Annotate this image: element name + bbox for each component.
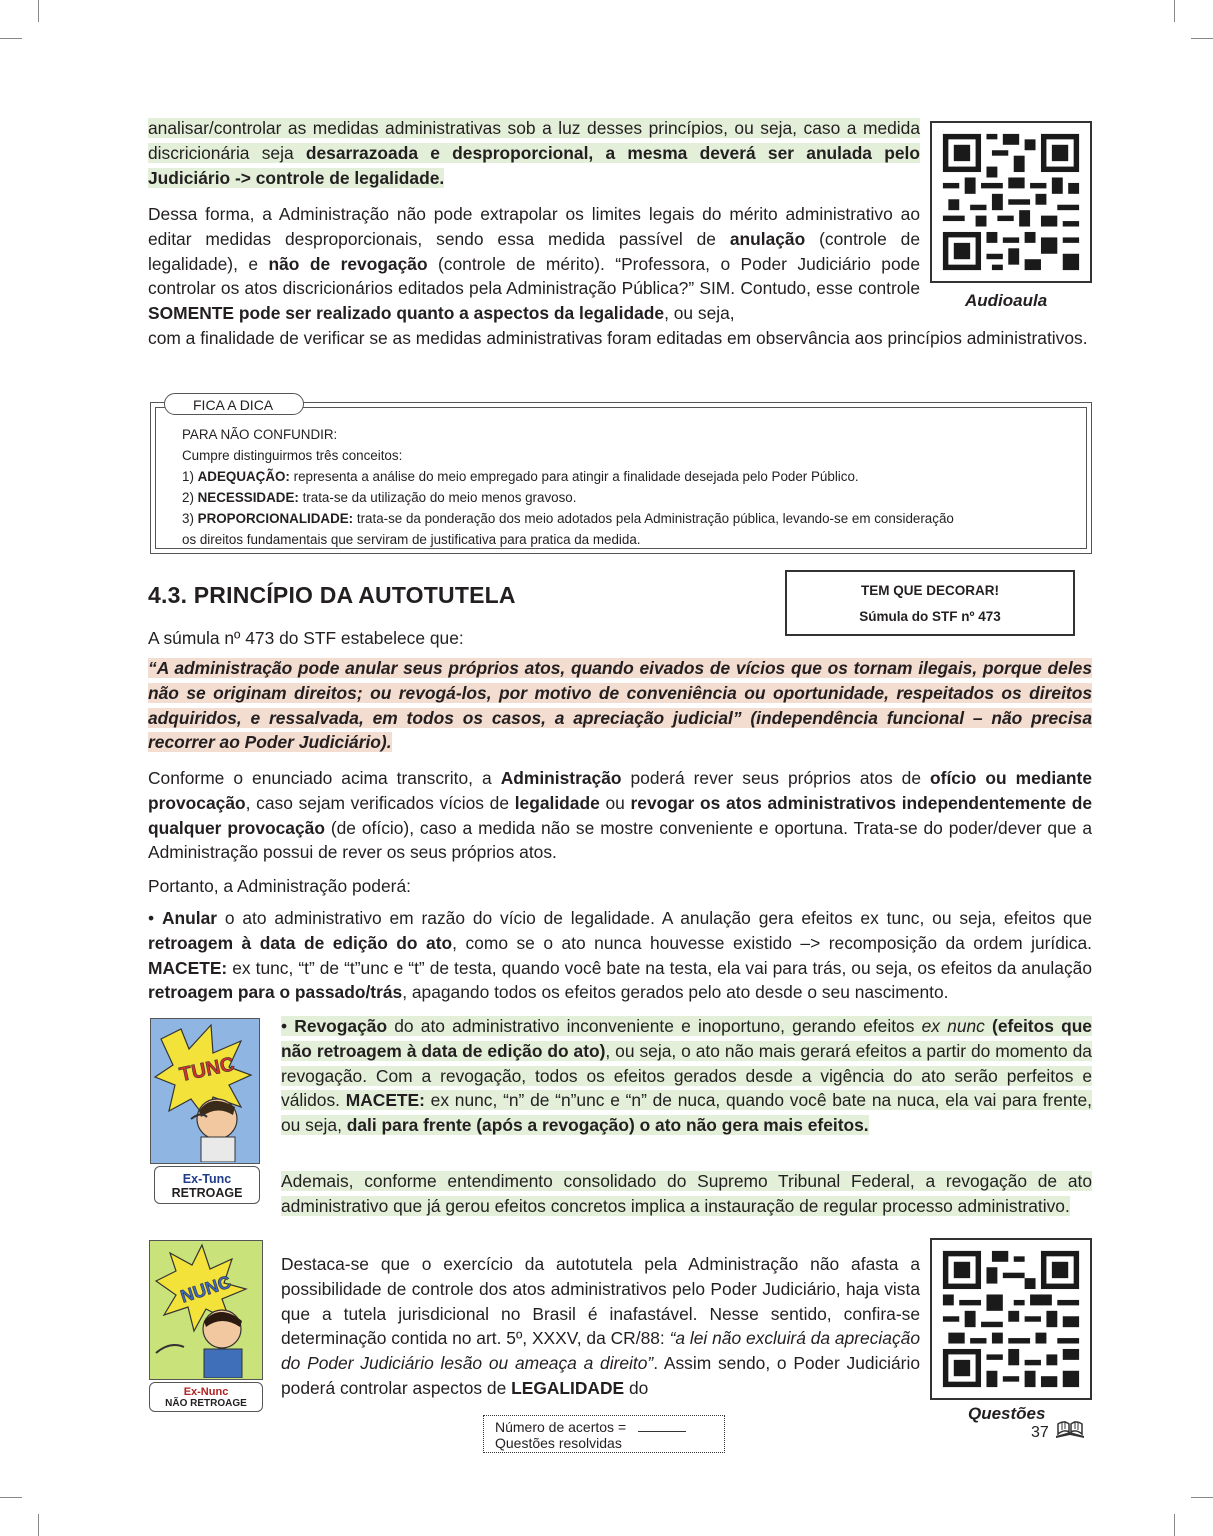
book-icon: [1054, 1418, 1086, 1440]
score-counter-total: Questões resolvidas: [495, 1435, 622, 1451]
section-heading: 4.3. PRINCÍPIO DA AUTOTUTELA: [148, 582, 516, 608]
paragraph-conforme: Conforme o enunciado acima transcrito, a Administração poderá rever seus próprios atos de ofício ou mediante provocação, caso sejam verificados vícios de legalidade ou revogar os atos administrativos independentemente de qualquer provocação (de ofício), caso a medida não se mostre conveniente e oportuna. Trata-se do poder/dever que a Administração possui de rever os seus próprios atos.: [148, 768, 1093, 863]
paragraph-portanto: Portanto, a Administração poderá:: [148, 876, 411, 896]
crop-mark: [1191, 38, 1213, 39]
tag-ex-nunc: [149, 1382, 263, 1412]
tag-ex-nunc-title: Ex-Nunc: [183, 1386, 229, 1398]
paragraph-revogacao: • Revogação do ato administrativo inconveniente e inoportuno, gerando efeitos ex nunc (efeitos que não retroagem à data de edição do ato), ou seja, o ato não mais gerará efeitos a partir do momento da revogação. Com a revogação, todos os efeitos gerados desde a vigência do ato serão perfeitos e válidos. MACETE: ex nunc, “n” de “n”unc e “n” de nuca, quando você bate na nuca, ela vai para frente, ou seja, dali para frente (após a revogação) o ato não gera mais efeitos.: [281, 1016, 1092, 1136]
tag-ex-tunc-subtitle: RETROAGE: [171, 1186, 243, 1200]
tag-ex-tunc-title: Ex-Tunc: [182, 1172, 232, 1186]
tip-item-proporcionalidade: 3) PROPORCIONALIDADE: trata-se da ponderação dos meio adotados pela Administração pública, levando-se em consideração: [182, 511, 954, 526]
decorar-subtitle: Súmula do STF nº 473: [859, 609, 1001, 624]
tunc-word: TUNC: [177, 1053, 237, 1087]
crop-mark: [38, 1514, 39, 1536]
tip-item-adequacao: 1) ADEQUAÇÃO: representa a análise do meio empregado para atingir a finalidade desejada pelo Poder Público.: [182, 469, 859, 484]
paragraph-ademais: Ademais, conforme entendimento consolidado do Supremo Tribunal Federal, a revogação de ato administrativo que já gerou efeitos concretos implica a instauração de regular processo administrativo.: [281, 1171, 1092, 1216]
crop-mark: [1174, 0, 1175, 22]
crop-mark: [38, 0, 39, 22]
paragraph-proportionality-control: analisar/controlar as medidas administrativas sob a luz desses princípios, ou seja, caso a medida discricionária seja desarrazoada e desproporcional, a mesma deverá ser anulada pelo Judiciário -> controle de legalidade.: [148, 118, 920, 188]
crop-mark: [1174, 1514, 1175, 1536]
qr-caption-questoes: Questões: [968, 1404, 1046, 1423]
paragraph-anular: • Anular o ato administrativo em razão do vício de legalidade. A anulação gera efeitos ex tunc, ou seja, efeitos que retroagem à data de edição do ato, como se o ato nunca houvesse existido –> recomposição da ordem jurídica. MACETE: ex tunc, “t” de “t”unc e “t” de testa, quando você bate na testa, ela vai para trás, ou seja, os efeitos da anulação retroagem para o passado/trás, apagando todos os efeitos gerados pelo ato desde o seu nascimento.: [148, 908, 1092, 1003]
tip-item-proporcionalidade-cont: os direitos fundamentais que serviram de justificativa para pratica da medida.: [182, 532, 641, 547]
paragraph-limits-merit: Dessa forma, a Administração não pode extrapolar os limites legais do mérito administrativo ao editar medidas desproporcionais, sendo essa medida passível de anulação (controle de legalidade), e não de revogação (controle de mérito). “Professora, o Poder Judiciário pode controlar os atos discricionários editados pela Administração Pública?” SIM. Contudo, esse controle SOMENTE pode ser realizado quanto a aspectos da legalidade, ou seja,: [148, 204, 920, 324]
tip-item-necessidade: 2) NECESSIDADE: trata-se da utilização do meio menos gravoso.: [182, 490, 577, 505]
score-counter-box: [483, 1415, 725, 1453]
cartoon-ex-nunc: [149, 1240, 263, 1380]
crop-mark: [1191, 1497, 1213, 1498]
qr-code-icon: [932, 1240, 1090, 1398]
crop-mark: [0, 38, 22, 39]
qr-code-questoes[interactable]: [930, 1238, 1092, 1400]
tag-ex-nunc-subtitle: NÃO RETROAGE: [165, 1398, 247, 1409]
crop-mark: [0, 1497, 22, 1498]
cartoon-ex-tunc: [150, 1018, 260, 1164]
forehead-hit-illustration: [151, 1019, 258, 1162]
tip-title: PARA NÃO CONFUNDIR:: [182, 427, 338, 442]
qr-code-icon: [932, 123, 1090, 281]
qr-code-audioaula[interactable]: [930, 121, 1092, 283]
tip-intro: Cumpre distinguirmos três conceitos:: [182, 448, 403, 463]
sumula-intro: A súmula nº 473 do STF estabelece que:: [148, 628, 464, 648]
score-counter-correct: Número de acertos =: [495, 1419, 724, 1435]
page-number: 37: [1031, 1424, 1049, 1441]
score-blank-line: [638, 1421, 686, 1432]
qr-caption-audioaula: Audioaula: [965, 291, 1048, 310]
paragraph-limits-merit-cont: com a finalidade de verificar se as medidas administrativas foram editadas em observância aos princípios administrativos.: [148, 328, 1088, 348]
tip-box-tab: FICA A DICA: [164, 393, 304, 415]
tag-ex-tunc: [154, 1166, 260, 1204]
neck-hit-illustration: [150, 1241, 261, 1378]
paragraph-destaca: Destaca-se que o exercício da autotutela pela Administração não afasta a possibilidade de controle dos atos administrativos pelo Poder Judiciário, haja vista que a tutela jurisdicional no Brasil é inafastável. Nesse sentido, confira-se determinação contida no art. 5º, XXXV, da CR/88: “a lei não excluirá da apreciação do Poder Judiciário lesão ou ameaça a direito”. Assim sendo, o Poder Judiciário poderá controlar aspectos de LEGALIDADE do: [281, 1254, 921, 1398]
sumula-quote: “A administração pode anular seus próprios atos, quando eivados de vícios que os tornam ilegais, porque deles não se originam direitos; ou revogá-los, por motivo de conveniência ou oportunidade, respeitados os direitos adquiridos, e ressalvada, em todos os casos, a apreciação judicial” (independência funcional – não precisa recorrer ao Poder Judiciário).: [148, 658, 1092, 753]
tip-box-content: [182, 424, 1062, 550]
nunc-word: NUNC: [177, 1271, 234, 1307]
decorar-title: TEM QUE DECORAR!: [861, 583, 999, 598]
